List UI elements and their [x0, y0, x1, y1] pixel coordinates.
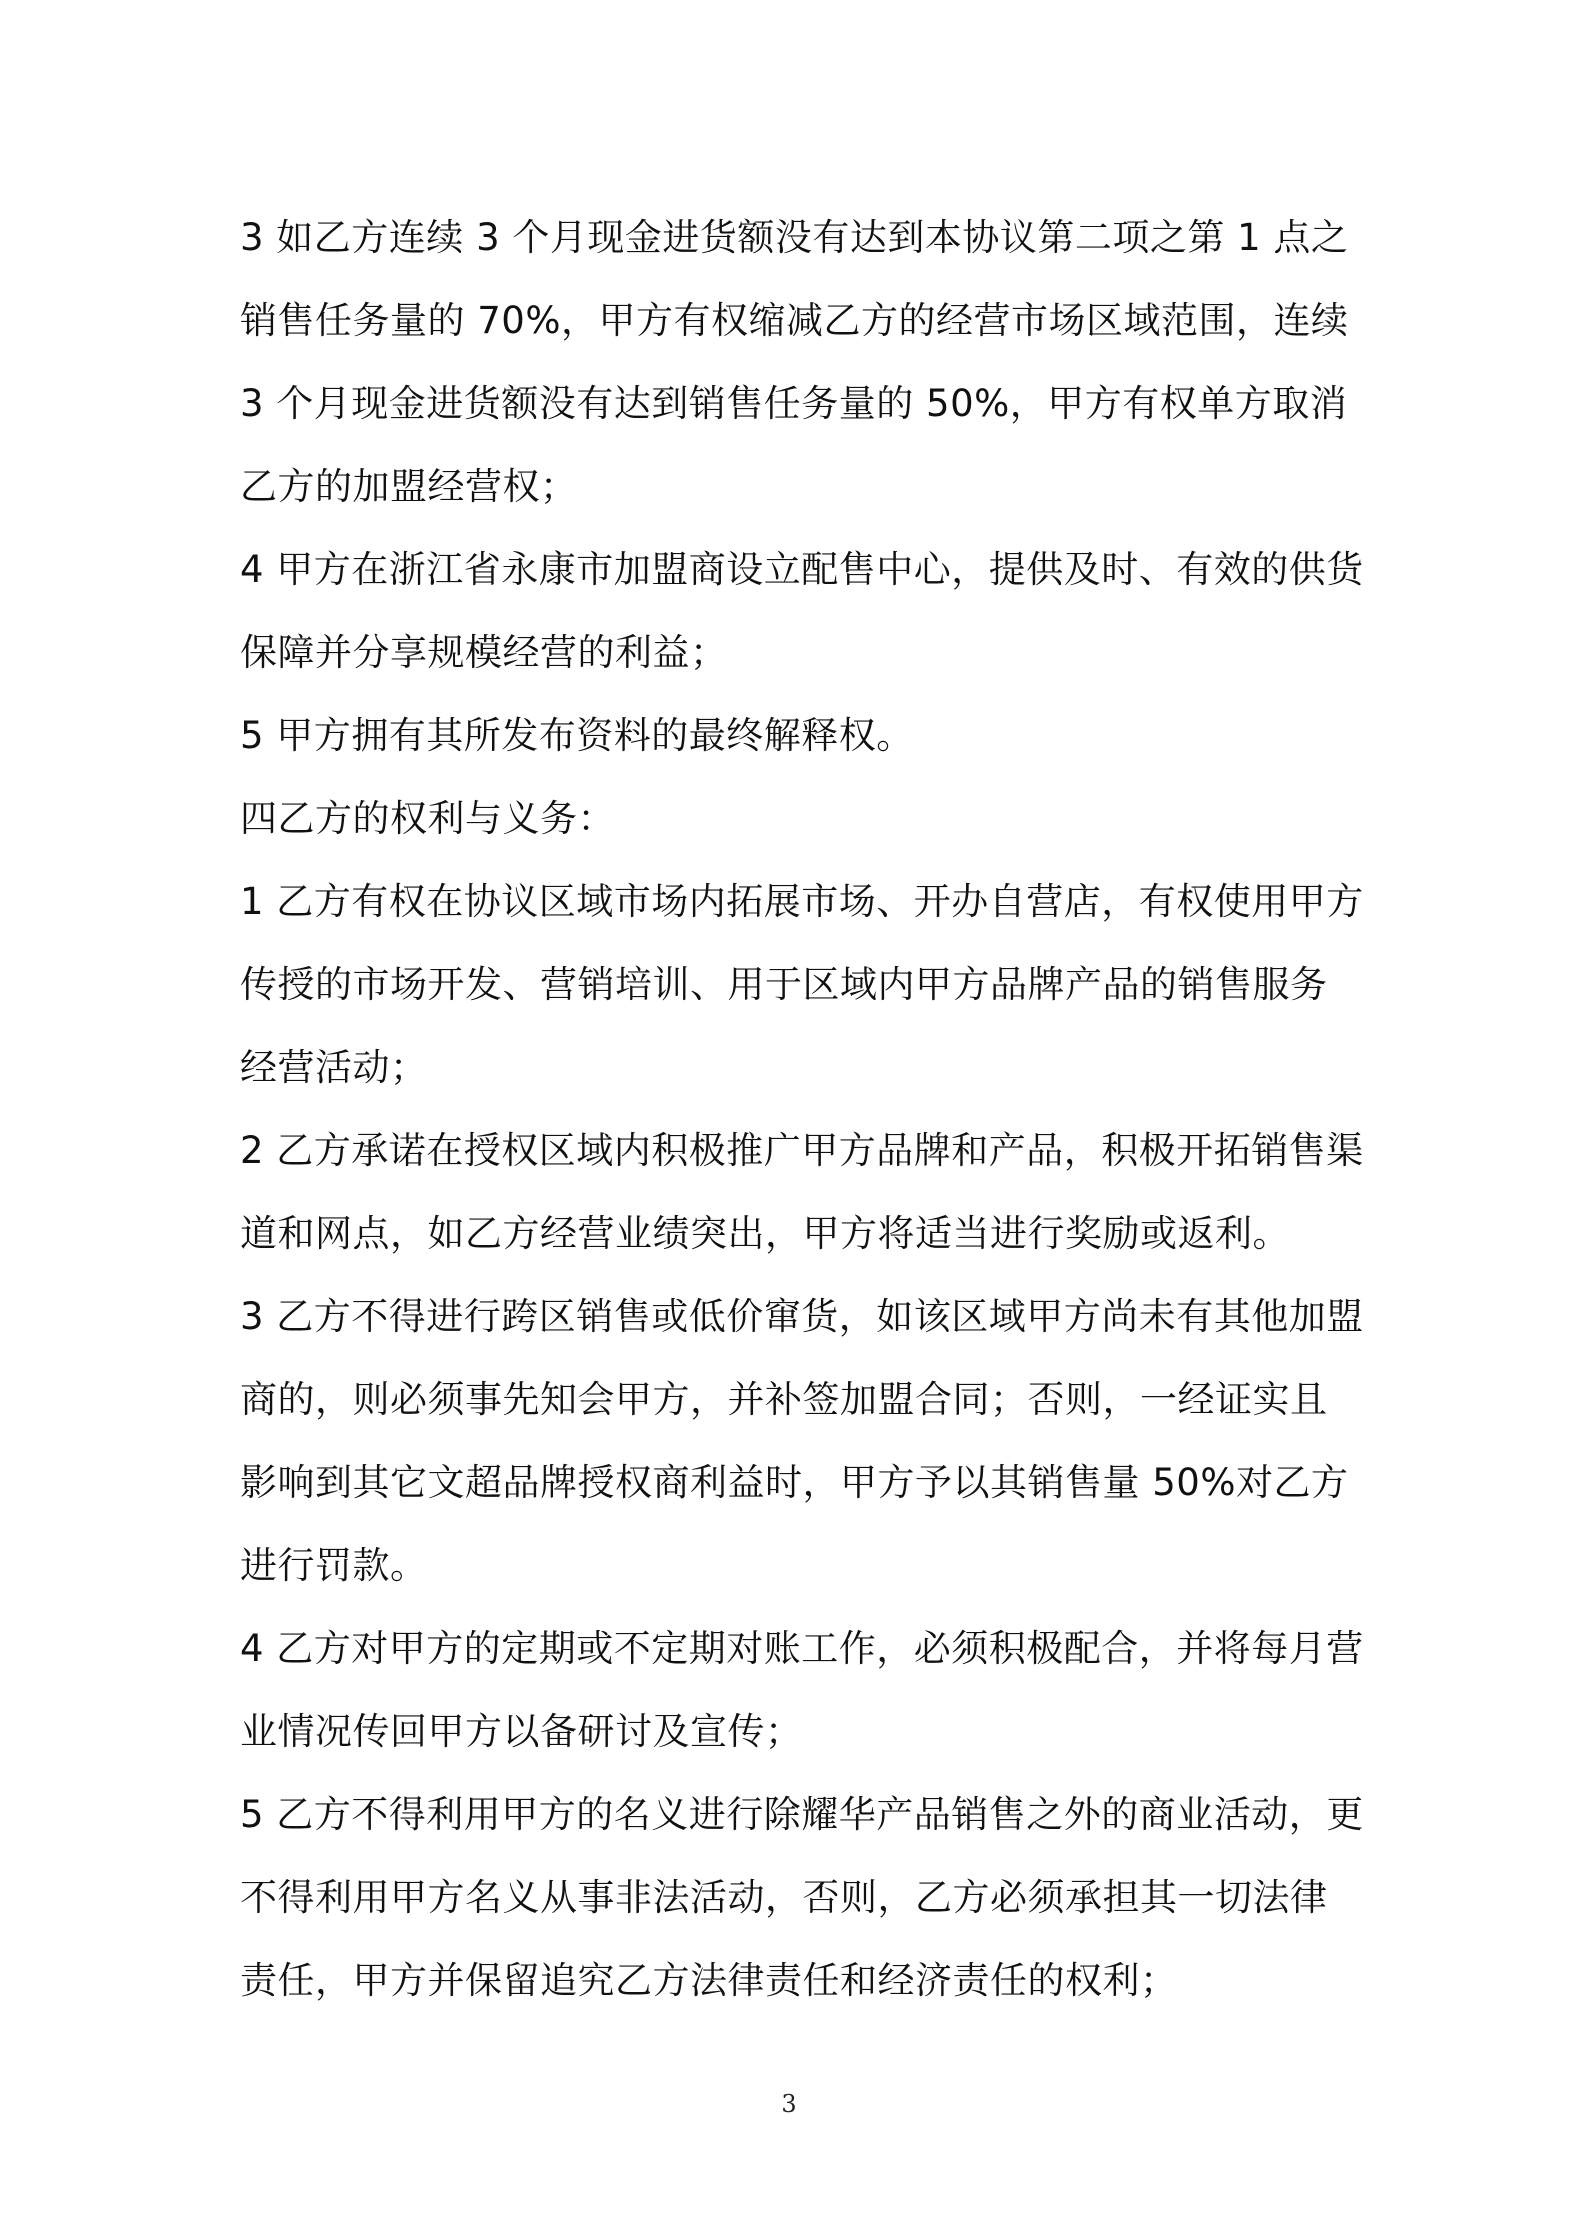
text-line: 影响到其它文超品牌授权商利益时，甲方予以其销售量 50%对乙方: [240, 1461, 1349, 1504]
text-line: 4 甲方在浙江省永康市加盟商设立配售中心，提供及时、有效的供货: [240, 548, 1364, 591]
text-line: 5 乙方不得利用甲方的名义进行除耀华产品销售之外的商业活动，更: [240, 1793, 1364, 1836]
text-line: 业情况传回甲方以备研讨及宣传；: [240, 1710, 803, 1753]
text-line: 1 乙方有权在协议区域市场内拓展市场、开办自营店，有权使用甲方: [240, 880, 1364, 923]
text-line: 保障并分享规模经营的利益；: [240, 631, 728, 674]
text-line: 3 乙方不得进行跨区销售或低价窜货，如该区域甲方尚未有其他加盟: [240, 1295, 1364, 1338]
text-line: 2 乙方承诺在授权区域内积极推广甲方品牌和产品，积极开拓销售渠: [240, 1129, 1364, 1172]
text-line: 道和网点，如乙方经营业绩突出，甲方将适当进行奖励或返利。: [240, 1212, 1290, 1255]
page-number: 3: [781, 2090, 797, 2118]
text-line: 商的，则必须事先知会甲方，并补签加盟合同；否则，一经证实且: [240, 1378, 1328, 1421]
text-line: 3 个月现金进货额没有达到销售任务量的 50%，甲方有权单方取消: [240, 382, 1348, 425]
text-line: 3 如乙方连续 3 个月现金进货额没有达到本协议第二项之第 1 点之: [240, 216, 1349, 259]
section-heading: 四乙方的权利与义务：: [240, 797, 615, 840]
text-line: 不得利用甲方名义从事非法活动，否则，乙方必须承担其一切法律: [240, 1876, 1328, 1919]
document-body: [240, 196, 1364, 2022]
text-line: 进行罚款。: [240, 1544, 428, 1587]
text-line: 乙方的加盟经营权；: [240, 465, 578, 508]
text-line: 经营活动；: [240, 1046, 428, 1089]
text-line: 传授的市场开发、营销培训、用于区域内甲方品牌产品的销售服务: [240, 963, 1328, 1006]
text-line: 4 乙方对甲方的定期或不定期对账工作，必须积极配合，并将每月营: [240, 1627, 1364, 1670]
text-line: 责任，甲方并保留追究乙方法律责任和经济责任的权利；: [240, 1959, 1178, 2002]
text-line: 销售任务量的 70%，甲方有权缩减乙方的经营市场区域范围，连续: [240, 299, 1349, 342]
text-line: 5 甲方拥有其所发布资料的最终解释权。: [240, 714, 914, 757]
